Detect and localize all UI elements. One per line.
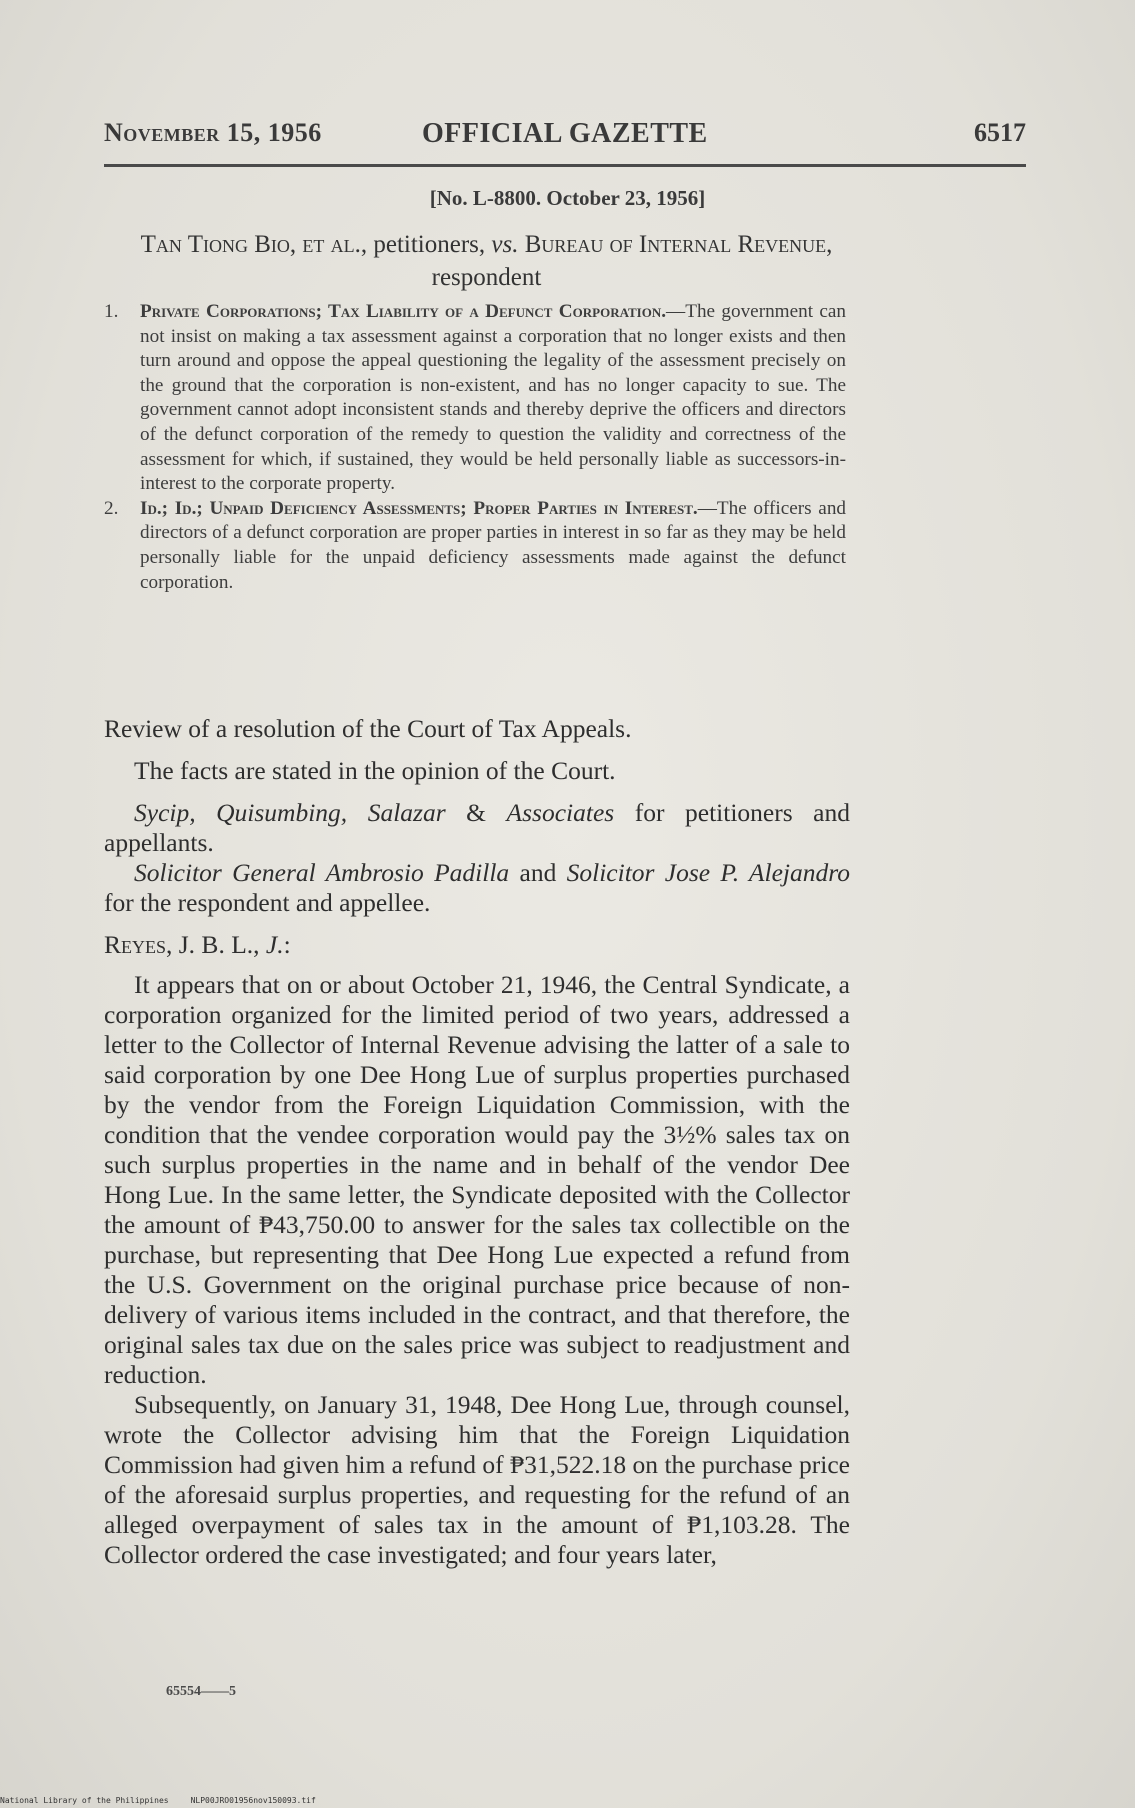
- syllabus-heading: Private Corporations; Tax Liability of a Defunct Corporation.: [140, 301, 667, 322]
- syllabus-item: [104, 497, 846, 595]
- author-name: Reyes, J. B. L.,: [104, 930, 260, 959]
- opinion-paragraph: Subsequently, on January 31, 1948, Dee Hong Lue, through counsel, wrote the Collector advising him that the Foreign Liquidation Commission had given him a refund of ₱31,522.18 on the purchase price of the aforesaid surplus properties, and requesting for the refund of an alleged overpayment of sales tax in the amount of ₱1,103.28. The Collector ordered the case investigated; and four years later,: [104, 1390, 850, 1569]
- case-number: [No. L-8800. October 23, 1956]: [429, 186, 706, 210]
- syllabus-text: —The officers and directors of a defunct corporation are proper parties in interest in so far as they may be held personally liable for the unpaid deficiency assessments made against the defunct corporation.: [140, 497, 847, 593]
- facts-line: The facts are stated in the opinion of the Court.: [134, 756, 616, 785]
- versus: vs.: [491, 231, 519, 258]
- opinion-body: [104, 714, 850, 1570]
- author-suffix: J.: [259, 930, 284, 959]
- header-rule: [104, 164, 1026, 167]
- counsel-and: and: [509, 858, 567, 887]
- syllabus-number: 1.: [104, 301, 119, 322]
- respondent-counsel-1: Solicitor General Ambrosio Padilla: [134, 858, 510, 887]
- review-line: Review of a resolution of the Court of Tax Appeals.: [104, 714, 632, 743]
- footer-code: 65554——5: [166, 1684, 236, 1699]
- syllabus-item: [104, 300, 846, 497]
- counsel-respondent: [104, 858, 850, 918]
- syllabus: [104, 300, 846, 595]
- header-title: OFFICIAL GAZETTE: [422, 118, 708, 149]
- respondent-name: Bureau of Internal Revenue: [524, 231, 827, 258]
- opinion-author: [104, 930, 850, 960]
- scan-credit: [0, 1796, 338, 1805]
- petitioners-associates: Associates: [506, 798, 615, 827]
- petitioners-firm: Sycip, Quisumbing, Salazar: [134, 798, 446, 827]
- header-date: November 15, 1956: [104, 118, 322, 147]
- counsel-respondent-rest: for the respondent and appellee.: [104, 888, 431, 917]
- respondent-role: , respondent: [431, 231, 833, 291]
- header-page-number: 6517: [974, 118, 1026, 147]
- case-parties: [104, 228, 869, 294]
- petitioners-name: Tan Tiong Bio, et al.: [140, 231, 361, 258]
- author-colon: :: [283, 930, 291, 959]
- syllabus-text: —The government can not insist on making a tax assessment against a corporation that no longer exists and then turn around and oppose the appeal questioning the legality of the assessment precisely on the ground that the corporation is non-existent, and has no longer capacity to sue. The government cannot adopt inconsistent stands and thereby deprive the officers and directors of the defunct corporation of the remedy to question the validity and correctness of the assessment for which, if sustained, they would be held personally liable as successors-in-interest to the corporate property.: [140, 301, 847, 495]
- respondent-counsel-2: Solicitor Jose P. Alejandro: [566, 858, 850, 887]
- ampersand: &: [445, 798, 507, 827]
- scan-file: NLP00JRO01956nov150093.tif: [190, 1796, 316, 1805]
- scan-library: National Library of the Philippines: [0, 1796, 169, 1805]
- counsel-petitioners-rest: for petitioners and appellants.: [104, 798, 850, 857]
- petitioners-role: , petitioners,: [360, 231, 492, 258]
- counsel-petitioners: [104, 798, 850, 858]
- syllabus-heading: Id.; Id.; Unpaid Deficiency Assessments; Proper Parties in Interest.: [140, 497, 698, 519]
- opinion-paragraph: It appears that on or about October 21, 1946, the Central Syndicate, a corporation organized for the limited period of two years, addressed a letter to the Collector of Internal Revenue advising the latter of a sale to said corporation by one Dee Hong Lue of surplus properties purchased by the vendor from the Foreign Liquidation Commission, with the condition that the vendee corporation would pay the 3½% sales tax on such surplus properties in the name and in behalf of the vendor Dee Hong Lue. In the same letter, the Syndicate deposited with the Collector the amount of ₱43,750.00 to answer for the sales tax collectible on the purchase, but representing that Dee Hong Lue expected a refund from the U.S. Government on the original purchase price because of non-delivery of various items included in the contract, and that therefore, the original sales tax due on the sales price was subject to readjustment and reduction.: [104, 970, 850, 1389]
- syllabus-number: 2.: [104, 497, 119, 519]
- page-header: [104, 118, 1026, 158]
